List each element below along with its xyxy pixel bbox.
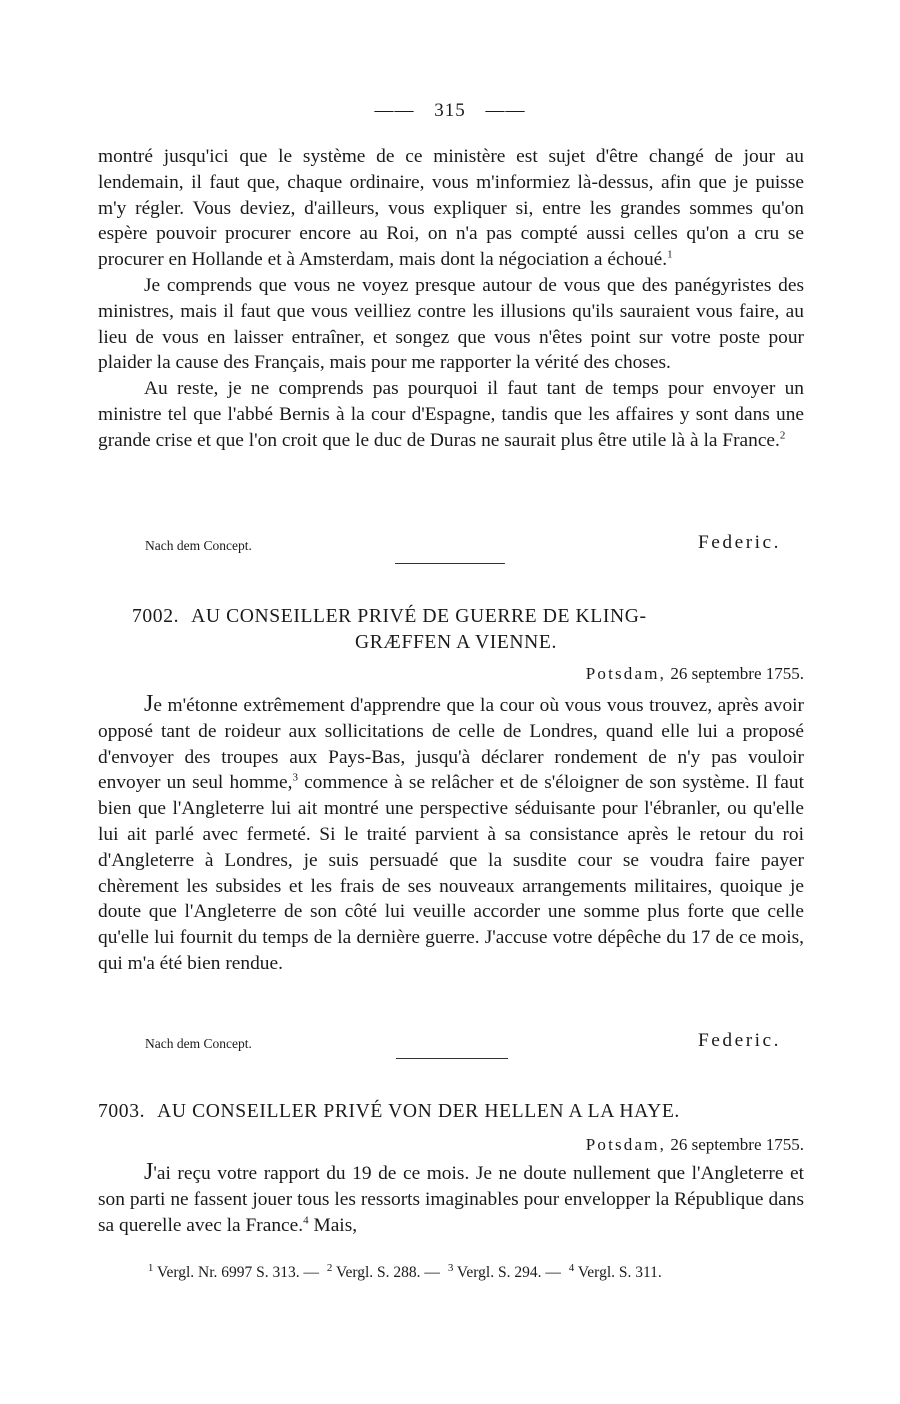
dateline-date: 26 septembre 1755. (670, 664, 804, 683)
letter-heading-line1: AU CONSEILLER PRIVÉ DE GUERRE DE KLING- (191, 606, 647, 627)
footnotes (98, 1262, 804, 1284)
dateline (586, 1135, 804, 1155)
letter-body (98, 1160, 804, 1238)
paragraph: Je comprends que vous ne voyez presque autour de vous que des panégyristes des ministres, mais il faut que vous veilliez contre les illusions qu'ils sauraient vous faire, au lieu de vous en laisser entraîner, et songez que vous n'êtes point sur votre poste pour plaider la cause des Français, mais pour me rapporter la vérité des choses. (98, 274, 804, 374)
initial-letter: J (144, 691, 154, 717)
footnote-marker: 3 (292, 771, 298, 784)
footnote-marker: 2 (779, 429, 786, 442)
letter-number: 7002. (132, 606, 180, 627)
paragraph: montré jusqu'ici que le système de ce ministère est sujet d'être changé de jour au lendemain, il faut que, chaque ordinaire, vous m'informiez là-dessus, afin que je puisse m'y régler. Vous deviez, d'ailleurs, vous expliquer si, entre les grandes sommes qu'on espère pouvoir procurer encore au Roi, on n'a pas compté aussi celles qu'on a cru se procurer en Hollande et à Amsterdam, mais dont la négociation a échoué.$^1$ (98, 146, 804, 271)
footnote-marker: 4 (303, 1214, 309, 1227)
letter-heading-line1: AU CONSEILLER PRIVÉ VON DER HELLEN A LA HAYE. (157, 1101, 680, 1122)
letter-heading-line2: GRÆFFEN A VIENNE. (355, 631, 557, 653)
letter-continuation (98, 144, 804, 454)
source-note: Nach dem Concept. (145, 538, 252, 553)
footnote: $^4$ Vergl. S. 311. (568, 1261, 662, 1281)
dateline-date: 26 septembre 1755. (670, 1135, 804, 1154)
letter-body (98, 692, 804, 977)
signature-row (145, 1030, 781, 1056)
initial-letter: J (144, 1159, 154, 1185)
signature: Federic. (698, 532, 781, 553)
letter-heading (98, 604, 804, 656)
source-note: Nach dem Concept. (145, 1036, 252, 1051)
letter-heading (98, 1099, 804, 1125)
section-divider (396, 1058, 508, 1059)
footnote: $^2$ Vergl. S. 288. — (326, 1261, 440, 1281)
paragraph: Je m'étonne extrêmement d'apprendre que la cour où vous vous trouvez, après avoir opposé tant de roideur aux sollicitations de celle de Londres, quand elle lui a proposé d'envoyer des troupes aux Pays-Bas, jusqu'à déclarer rondement de n'y pas vouloir envoyer un seul homme,$^3$ commence à se relâcher et de s'éloigner de son système. Il faut bien que l'Angleterre lui ait montré une perspective séduisante pour l'ébranler, ou qu'elle lui ait parlé avec fermeté. Si le traité parvient à sa consistance après le retour du roi d'Angleterre à Londres, je suis persuadé que la susdite cour se voudra faire payer chèrement les subsides et les frais de ses nouveaux arrangements militaires, quoique je doute que l'Angleterre de son côté lui veuille accorder une somme plus forte que celle qu'elle lui fournit du temps de la dernière guerre. J'accuse votre dépêche du 17 de ce mois, qui m'a été bien rendue. (98, 691, 804, 974)
page-number-value: 315 (434, 100, 466, 121)
dateline-place: Potsdam, (585, 1135, 667, 1154)
paragraph: J'ai reçu votre rapport du 19 de ce mois. Je ne doute nullement que l'Angleterre et son parti ne fassent jouer tous les ressorts imaginables pour envelopper la République dans sa querelle avec la France.$^4$ Mais, (98, 1159, 804, 1236)
footnote: $^3$ Vergl. S. 294. — (447, 1261, 561, 1281)
letter-number: 7003. (98, 1101, 146, 1122)
page-number (0, 100, 900, 122)
signature-row (145, 532, 781, 558)
footnote-marker: 1 (667, 248, 673, 261)
signature: Federic. (698, 1030, 781, 1051)
section-divider (395, 563, 505, 564)
page-number-rule-right: —— (485, 100, 526, 121)
dateline (586, 664, 804, 684)
paragraph: Au reste, je ne comprends pas pourquoi il faut tant de temps pour envoyer un ministre tel que l'abbé Bernis à la cour d'Espagne, tandis que les affaires y sont dans une grande crise et que l'on croit que le duc de Duras ne saurait plus être utile là à la France.$^2$ (98, 378, 804, 451)
footnote: $^1$ Vergl. Nr. 6997 S. 313. — (147, 1261, 320, 1281)
page-number-rule-left: —— (374, 100, 415, 121)
dateline-place: Potsdam, (585, 664, 667, 683)
